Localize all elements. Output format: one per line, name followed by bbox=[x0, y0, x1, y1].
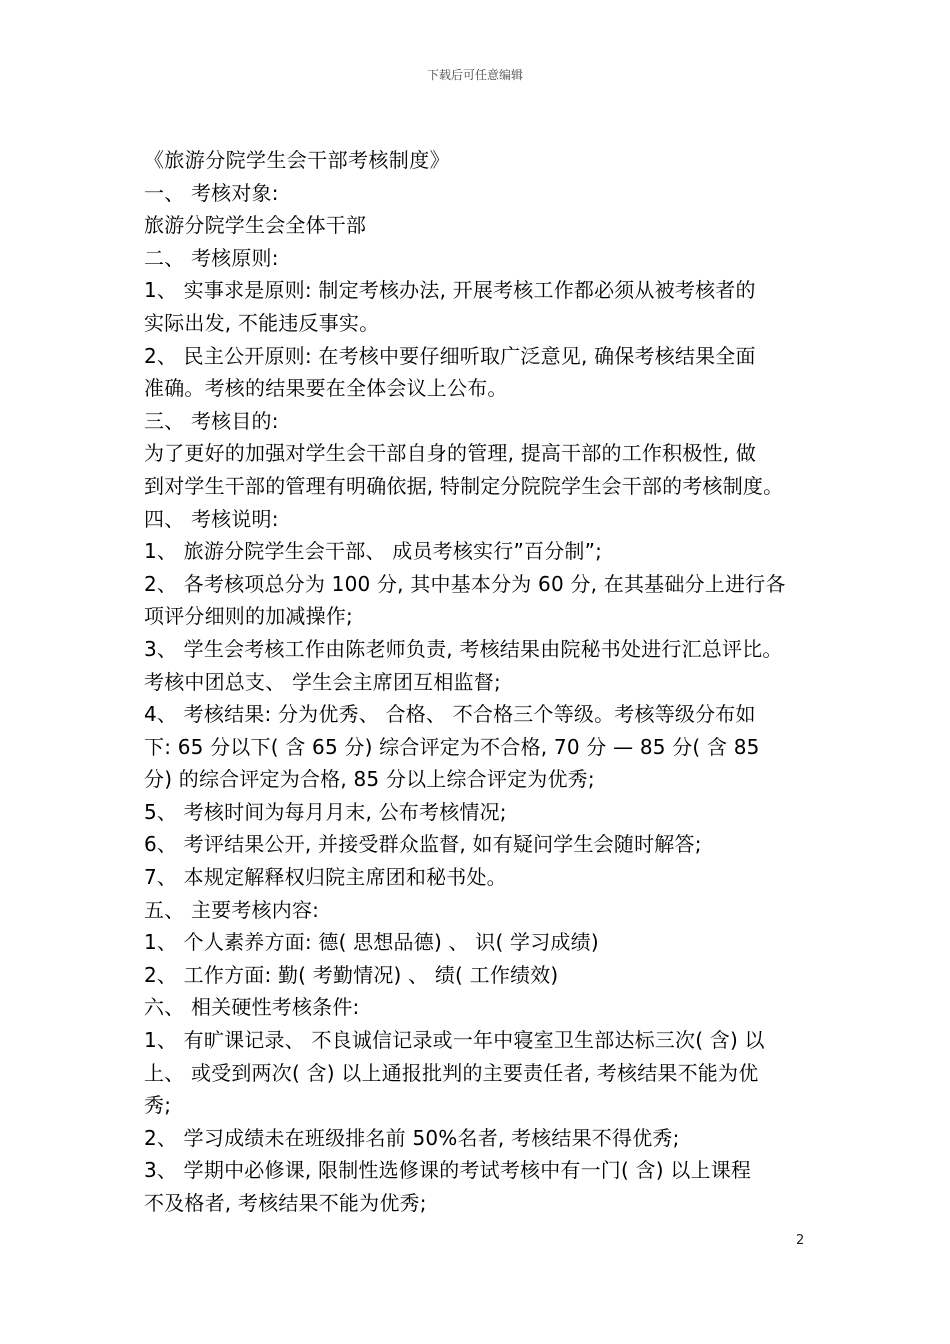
paragraph-line: 准确。考核的结果要在全体会议上公布。 bbox=[144, 376, 508, 401]
paragraph-line: 3、 学生会考核工作由陈老师负责, 考核结果由院秘书处进行汇总评比。 bbox=[144, 636, 783, 661]
paragraph-line: 下: 65 分以下( 含 65 分) 综合评定为不合格, 70 分 — 85 分( 含 85 bbox=[144, 734, 760, 759]
section-heading: 六、 相关硬性考核条件: bbox=[144, 995, 360, 1020]
paragraph-line: 2、 学习成绩未在班级排名前 50%名者, 考核结果不得优秀; bbox=[144, 1125, 680, 1150]
paragraph-line: 旅游分院学生会全体干部 bbox=[144, 213, 367, 238]
paragraph-line: 不及格者, 考核结果不能为优秀; bbox=[144, 1191, 427, 1215]
paragraph-line: 上、 或受到两次( 含) 以上通报批判的主要责任者, 考核结果不能为优 bbox=[144, 1060, 759, 1085]
paragraph-line: 5、 考核时间为每月月末, 公布考核情况; bbox=[144, 799, 507, 824]
paragraph-line: 2、 民主公开原则: 在考核中要仔细听取广泛意见, 确保考核结果全面 bbox=[144, 343, 756, 368]
document-body bbox=[144, 144, 814, 1220]
paragraph-line: 实际出发, 不能违反事实。 bbox=[144, 310, 380, 335]
section-heading: 一、 考核对象: bbox=[144, 180, 279, 205]
paragraph-line: 分) 的综合评定为合格, 85 分以上综合评定为优秀; bbox=[144, 767, 595, 792]
paragraph-line: 1、 个人素养方面: 德( 思想品德) 、 识( 学习成绩) bbox=[144, 930, 599, 955]
paragraph-line: 1、 实事求是原则: 制定考核办法, 开展考核工作都必须从被考核者的 bbox=[144, 278, 756, 303]
paragraph-line: 3、 学期中必修课, 限制性选修课的考试考核中有一门( 含) 以上课程 bbox=[144, 1158, 752, 1183]
paragraph-line: 为了更好的加强对学生会干部自身的管理, 提高干部的工作积极性, 做 bbox=[144, 441, 757, 466]
paragraph-line: 4、 考核结果: 分为优秀、 合格、 不合格三个等级。考核等级分布如 bbox=[144, 702, 756, 727]
section-heading: 三、 考核目的: bbox=[144, 408, 279, 433]
paragraph-line: 1、 有旷课记录、 不良诚信记录或一年中寝室卫生部达标三次( 含) 以 bbox=[144, 1028, 765, 1053]
paragraph-line: 到对学生干部的管理有明确依据, 特制定分院院学生会干部的考核制度。 bbox=[144, 473, 784, 498]
paragraph-line: 项评分细则的加减操作; bbox=[144, 604, 353, 629]
document-title: 《旅游分院学生会干部考核制度》 bbox=[144, 148, 450, 172]
page-header: 下载后可任意编辑 bbox=[426, 68, 523, 82]
page-number: 2 bbox=[796, 1233, 805, 1248]
section-heading: 二、 考核原则: bbox=[144, 245, 279, 270]
paragraph-line: 6、 考评结果公开, 并接受群众监督, 如有疑问学生会随时解答; bbox=[144, 832, 702, 857]
paragraph-line: 1、 旅游分院学生会干部、 成员考核实行”百分制”; bbox=[144, 539, 603, 564]
paragraph-line: 2、 各考核项总分为 100 分, 其中基本分为 60 分, 在其基础分上进行各 bbox=[144, 571, 786, 596]
paragraph-line: 考核中团总支、 学生会主席团互相监督; bbox=[144, 669, 501, 694]
paragraph-line: 秀; bbox=[144, 1093, 172, 1118]
section-heading: 五、 主要考核内容: bbox=[144, 897, 320, 922]
paragraph-line: 7、 本规定解释权归院主席团和秘书处。 bbox=[144, 865, 507, 890]
section-heading: 四、 考核说明: bbox=[144, 506, 279, 531]
paragraph-line: 2、 工作方面: 勤( 考勤情况) 、 绩( 工作绩效) bbox=[144, 962, 559, 987]
